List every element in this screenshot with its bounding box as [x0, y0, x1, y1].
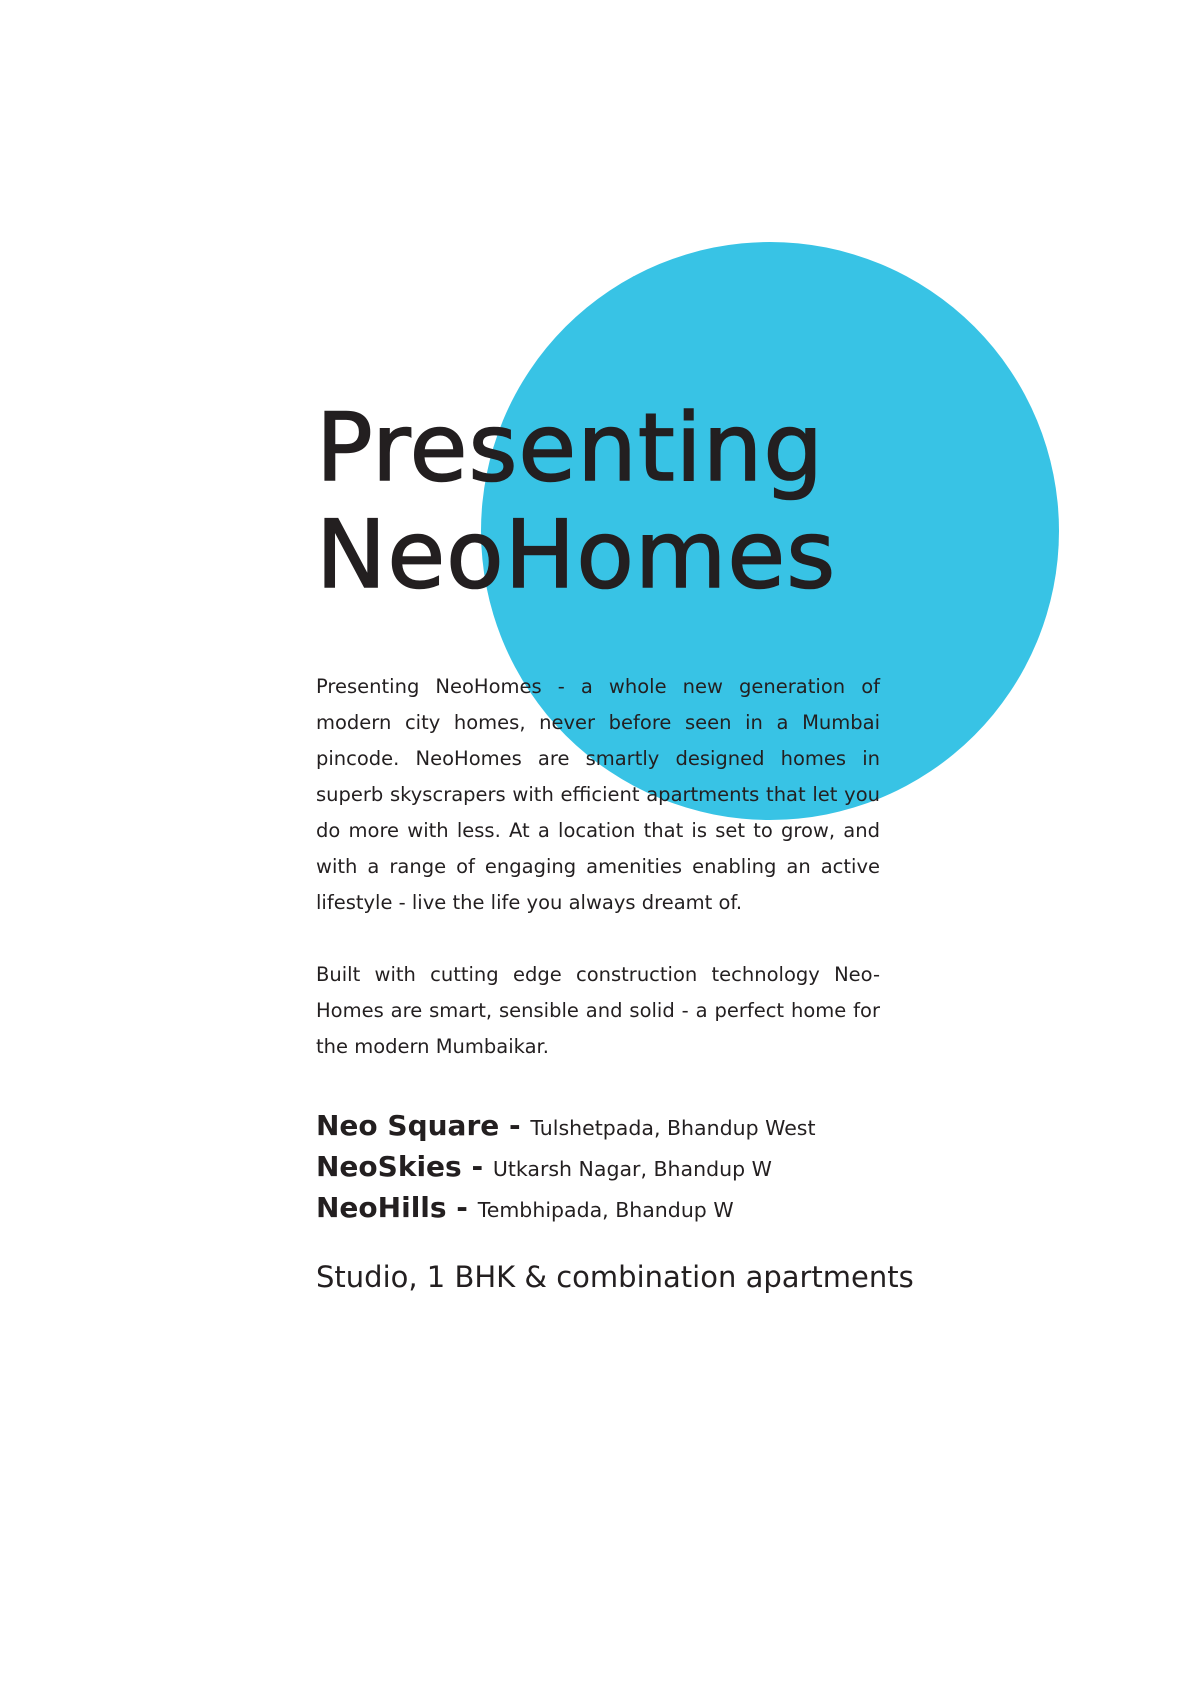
- project-separator: -: [446, 1191, 478, 1224]
- project-name: NeoSkies: [316, 1150, 462, 1183]
- project-name: Neo Square: [316, 1109, 500, 1142]
- project-separator: -: [499, 1109, 531, 1142]
- project-item-neoskies: [316, 1148, 880, 1189]
- project-list: [316, 1107, 880, 1230]
- page-title: [316, 395, 880, 609]
- project-location: Tulshetpada, Bhandup West: [530, 1116, 816, 1140]
- project-item-neo-square: [316, 1107, 880, 1148]
- project-name: NeoHills: [316, 1191, 447, 1224]
- intro-paragraph: Presenting NeoHomes - a whole new generation of modern city homes, never before seen in a Mumbai pincode. NeoHomes are smartly designed homes in superb skyscrapers with efficient apartments that let you do more with less. At a location that is set to grow, and with a range of engaging amenities enabling an active lifestyle - live the life you always dreamt of.: [316, 675, 880, 914]
- project-separator: -: [461, 1150, 493, 1183]
- title-line-1: Presenting: [316, 394, 825, 503]
- project-item-neohills: [316, 1189, 880, 1230]
- construction-paragraph: Built with cutting edge construction technology Neo-Homes are smart, sensible and solid - a perfect home for the modern Mumbaikar.: [316, 963, 880, 1058]
- apartment-types: Studio, 1 BHK & combination apartments: [316, 1260, 914, 1294]
- title-line-2: NeoHomes: [316, 501, 837, 610]
- page-content: [316, 394, 914, 1294]
- project-location: Utkarsh Nagar, Bhandup W: [492, 1157, 772, 1181]
- project-location: Tembhipada, Bhandup W: [477, 1198, 734, 1222]
